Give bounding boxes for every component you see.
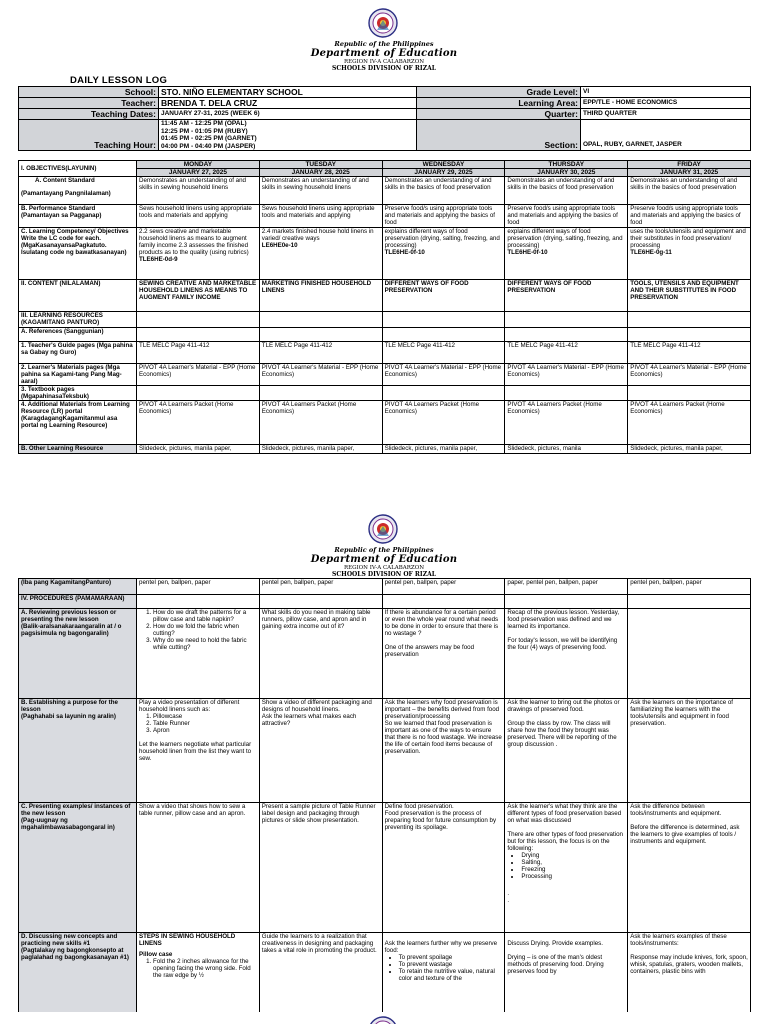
list-item: 1. Fold the 2 inches allowance for the opening facing the wrong side. Fold the raw edge by ½ xyxy=(153,958,257,979)
cell: Slidedeck, pictures, manila paper, xyxy=(382,445,505,454)
division-text: SCHOOLS DIVISION OF RIZAL xyxy=(332,571,436,578)
list-item: • To prevent wastage xyxy=(399,961,503,968)
learners-materials-label: 2. Learner's Materials pages (Mga pahina sa Kagami-tang Pang Mag-aaral) xyxy=(19,364,137,386)
cell: pentel pen, ballpen, paper xyxy=(137,579,260,595)
paragraph: Ask the learners further why we preserve food: xyxy=(384,940,498,954)
cell: Demonstrates an understanding of and skills in the basics of food preservation xyxy=(505,177,628,205)
competency-code: TLE6HE-0f-10 xyxy=(507,249,548,256)
hour-values xyxy=(159,120,417,151)
list-item: 2. Table Runner xyxy=(153,720,257,727)
quarter-value: THIRD QUARTER xyxy=(581,109,751,120)
quarter-label: Quarter: xyxy=(417,109,581,120)
additional-materials-label: 4. Additional Materials from Learning Resource (LR) portal (KaragdagangKagamitanmul asa portal ng Learning Resource) xyxy=(19,401,137,445)
grade-label: Grade Level: xyxy=(417,87,581,98)
cell: PIVOT 4A Learner's Material - EPP (Home Economics) xyxy=(137,364,260,386)
paragraph: Show a video of different packaging and designs of household linens. xyxy=(261,699,372,713)
paragraph: Ask the learners examples of these tools/instruments: xyxy=(630,933,727,947)
cell: Slidedeck, pictures, manila xyxy=(505,445,628,454)
cell: PIVOT 4A Learner's Material - EPP (Home Economics) xyxy=(505,364,628,386)
list-item: • Processing xyxy=(521,873,625,880)
row-a-subtitle: (Balik-aralsanakaraangaralin at / o pagsisimula ng bagongaralin) xyxy=(21,623,122,637)
cell: Slidedeck, pictures, manila paper, xyxy=(137,445,260,454)
row-c-label xyxy=(19,803,137,933)
competency-text: explains different ways of food preservation (drying, salting, freezing, and processing) xyxy=(507,228,623,249)
paragraph: Ask the learners why food preservation is important – the benefits derived from food preservation/processing xyxy=(384,699,500,720)
cell: Demonstrates an understanding of and skills in the basics of food preservation xyxy=(628,177,751,205)
references-label: A. References (Sanggunian) xyxy=(19,328,137,342)
steps-heading: STEPS IN SEWING HOUSEHOLD LINENS xyxy=(139,933,236,947)
competency-code: LE6HE0e-10 xyxy=(261,242,298,249)
page-title: DAILY LESSON LOG xyxy=(70,75,168,86)
steps-subheading: Pillow case xyxy=(139,951,173,958)
hour-slot: 11:45 AM - 12:25 PM (OPAL) xyxy=(161,120,247,127)
cell xyxy=(137,609,260,699)
list-item: 1. How do we draft the patterns for a pillow case and table napkin? xyxy=(153,609,257,623)
date-header: JANUARY 27, 2025 xyxy=(137,169,260,177)
cell: pentel pen, ballpen, paper xyxy=(259,579,382,595)
cell: What skills do you need in making table runners, pillow case, and apron and in gaining extra income out of it? xyxy=(259,609,382,699)
hour-label: Teaching Hour: xyxy=(19,120,159,151)
cell xyxy=(505,699,628,803)
cell: pentel pen, ballpen, paper xyxy=(628,579,751,595)
paragraph: Drying – is one of the man's oldest methods of preserving food. Drying preserves food by xyxy=(507,954,604,975)
competency-label: C. Learning Competency/ Objectives Write the LC code for each. (MgaKasanayansaPagkatuto. Isulatang code ng bawatkasanayan) xyxy=(19,228,137,280)
cell xyxy=(505,609,628,699)
cell: SEWING CREATIVE AND MARKETABLE HOUSEHOLD LINENS AS MEANS TO AUGMENT FAMILY INCOME xyxy=(137,280,260,312)
region-text: REGION IV-A CALABARZON xyxy=(343,59,425,65)
cell: Slidedeck, pictures, manila paper, xyxy=(628,445,751,454)
list-item: 1. Pillowcase xyxy=(153,713,257,720)
row-b-subtitle: (Paghahabi sa layunin ng aralin) xyxy=(21,713,116,720)
content-standard-label xyxy=(19,177,137,205)
cell: Demonstrates an understanding of and skills in the basics of food preservation xyxy=(382,177,505,205)
cell: TLE MELC Page 411-412 xyxy=(505,342,628,364)
teacher-label: Teacher: xyxy=(19,98,159,109)
cell: Ask the learners on the importance of familiarizing the learners with the tools/utensils and equipment in food preservation. xyxy=(628,699,751,803)
cell xyxy=(137,933,260,1017)
list-item: • Freezing xyxy=(521,866,625,873)
cell: Preserve food/s using appropriate tools and materials and applying the basics of food xyxy=(382,205,505,228)
list-item: • To prevent spoilage xyxy=(399,954,503,961)
day-header: FRIDAY xyxy=(628,161,751,169)
cell xyxy=(259,699,382,803)
cell xyxy=(259,228,382,280)
paragraph: There are other types of food preservation but for this lesson, the focus is on the following: xyxy=(507,831,623,852)
cell: Show a video that shows how to sew a table runner, pillow case and an apron. xyxy=(137,803,260,933)
paragraph: . xyxy=(507,890,510,897)
region-text: REGION IV-A CALABARZON xyxy=(343,565,425,571)
competency-code: TLE6HE-0f-10 xyxy=(384,249,425,256)
school-value: STO. NIÑO ELEMENTARY SCHOOL xyxy=(159,87,417,98)
day-header: MONDAY xyxy=(137,161,260,169)
letterhead xyxy=(0,40,768,72)
cell: PIVOT 4A Learners Packet (Home Economics) xyxy=(259,401,382,445)
row-d-label xyxy=(19,933,137,1017)
hour-slot: 04:00 PM - 04:40 PM (JASPER) xyxy=(161,142,256,150)
row-c-title: C. Presenting examples/ instances of the new lesson xyxy=(21,803,131,817)
paragraph: . xyxy=(507,897,510,904)
competency-text: explains different ways of food preservation (drying, salting, freezing, and processing) xyxy=(384,228,500,249)
cell: Demonstrates an understanding of and skills in sewing household linens xyxy=(259,177,382,205)
hour-slot: 01:45 PM - 02:25 PM (GARNET) xyxy=(161,135,257,142)
cell xyxy=(628,933,751,1017)
resources-label: III. LEARNING RESOURCES (KAGAMITANG PANTURO) xyxy=(19,312,137,328)
paragraph: Ask the difference between tools/instruments and equipment. xyxy=(630,803,722,817)
letterhead xyxy=(0,546,768,578)
cell xyxy=(382,933,505,1017)
procedures-label: IV. PROCEDURES (PAMAMARAAN) xyxy=(19,595,137,609)
dates-label: Teaching Dates: xyxy=(19,109,159,120)
paragraph: Ask the learner to bring out the photos or drawings of preserved food. xyxy=(507,699,620,713)
lesson-grid-page-2 xyxy=(18,578,751,1017)
document-page-1 xyxy=(0,0,768,472)
performance-standard-label: B. Performance Standard (Pamantayan sa Pagganap) xyxy=(19,205,137,228)
document-page-3 xyxy=(0,1012,768,1024)
date-header: JANUARY 31, 2025 xyxy=(628,169,751,177)
cell xyxy=(382,803,505,933)
cell: Slidedeck, pictures, manila paper, xyxy=(259,445,382,454)
paragraph: For today's lesson, we will be identifying the four (4) ways of preserving food. xyxy=(507,637,618,651)
row-b-label xyxy=(19,699,137,803)
cell xyxy=(628,228,751,280)
school-label: School: xyxy=(19,87,159,98)
paragraph: Define food preservation. xyxy=(384,803,454,810)
day-header: WEDNESDAY xyxy=(382,161,505,169)
cell: TOOLS, UTENSILS AND EQUIPMENT AND THEIR SUBSTITUTES IN FOOD PRESERVATION xyxy=(628,280,751,312)
cell: TLE MELC Page 411-412 xyxy=(628,342,751,364)
department-text: Department of Education xyxy=(310,48,458,59)
republic-text: Republic of the Philippines xyxy=(334,546,434,554)
paragraph: Let the learners negotiate what particular household linen from the list they want to sew. xyxy=(139,741,252,762)
row-a-title: A. Reviewing previous lesson or presenting the new lesson xyxy=(21,609,117,623)
competency-text: 2.4 markets finished house hold linens in varied/ creative ways xyxy=(261,228,374,242)
grade-value: VI xyxy=(581,87,751,98)
row-d-title: D. Discussing new concepts and practicing new skills #1 xyxy=(21,933,118,947)
hour-slot: 12:25 PM - 01:05 PM (RUBY) xyxy=(161,127,248,135)
row-d-subtitle: (Pagtalakay ng bagongkonsepto at paglalahad ng bagongkasanayan #1) xyxy=(21,947,129,961)
cell xyxy=(382,609,505,699)
teachers-guide-label: 1. Teacher's Guide pages (Mga pahina sa Gabay ng Guro) xyxy=(19,342,137,364)
content-standard-title: A. Content Standard xyxy=(35,177,95,184)
cell: PIVOT 4A Learner's Material - EPP (Home Economics) xyxy=(259,364,382,386)
paragraph: Discuss Drying. Provide examples. xyxy=(507,940,603,947)
cell: PIVOT 4A Learners Packet (Home Economics) xyxy=(137,401,260,445)
cell xyxy=(382,699,505,803)
paragraph: If there is abundance for a certain period or even the whole year round what needs to be done in order to ensure that there is no wastage ? xyxy=(384,609,499,637)
cell: DIFFERENT WAYS OF FOOD PRESERVATION xyxy=(505,280,628,312)
cell: Present a sample picture of Table Runner label design and packaging through pictures or slide show presentation. xyxy=(259,803,382,933)
area-value: EPP/TLE - HOME ECONOMICS xyxy=(581,98,751,109)
document-page-2 xyxy=(0,510,768,1024)
cell xyxy=(628,609,751,699)
teacher-value: BRENDA T. DELA CRUZ xyxy=(159,98,417,109)
list-item: 2. How do we fold the fabric when cutting? xyxy=(153,623,257,637)
paragraph: Response may include knives, fork, spoon, whisk, spatulas, graters, wooden mallets, containers, plastic bins with xyxy=(630,954,748,975)
competency-text: 2.2 sews creative and marketable household linens as means to augment family income 2.3 assesses the finished products as to the quality (using rubrics) xyxy=(139,228,249,256)
cell xyxy=(505,228,628,280)
list-item: 3. Apron xyxy=(153,727,257,734)
paragraph: Ask the learners what makes each attractive? xyxy=(261,713,357,727)
row-b-title: B. Establishing a purpose for the lesson xyxy=(21,699,118,713)
cell: Guide the learners to a realization that creativeness in designing and packaging takes a vital role in promoting the product. xyxy=(259,933,382,1017)
republic-text: Republic of the Philippines xyxy=(334,40,434,48)
paragraph: So we learned that food preservation is important as one of the ways to ensure that there is no food wastage. We increase the life of certain food items because of preservation. xyxy=(384,720,502,755)
cell: Sews household linens using appropriate tools and materials and applying xyxy=(137,205,260,228)
department-text: Department of Education xyxy=(310,554,458,565)
header-table xyxy=(18,86,751,151)
content-label: II. CONTENT (NILALAMAN) xyxy=(19,280,137,312)
paragraph: Recap of the previous lesson. Yesterday, food preservation was defined and we learned its importance. xyxy=(507,609,620,630)
section-label: Section: xyxy=(417,120,581,151)
cell xyxy=(628,803,751,933)
cell: DIFFERENT WAYS OF FOOD PRESERVATION xyxy=(382,280,505,312)
cell: TLE MELC Page 411-412 xyxy=(137,342,260,364)
cell xyxy=(382,228,505,280)
cell: TLE MELC Page 411-412 xyxy=(259,342,382,364)
cell: MARKETING FINISHED HOUSEHOLD LINENS xyxy=(259,280,382,312)
lesson-grid-page-1 xyxy=(18,160,751,454)
day-header: THURSDAY xyxy=(505,161,628,169)
cell: paper, pentel pen, ballpen, paper xyxy=(505,579,628,595)
row-a-label xyxy=(19,609,137,699)
competency-code: TLE6HE-0g-11 xyxy=(630,249,672,256)
section-value: OPAL, RUBY, GARNET, JASPER xyxy=(581,120,751,151)
other-resource-label: B. Other Learning Resource xyxy=(19,445,137,454)
paragraph: Play a video presentation of different household linens such as: xyxy=(139,699,240,713)
area-label: Learning Area: xyxy=(417,98,581,109)
paragraph: Before the difference is determined, ask the learners to give examples of tools / instruments and equipment. xyxy=(630,824,740,845)
cell: PIVOT 4A Learners Packet (Home Economics) xyxy=(505,401,628,445)
deped-seal-icon xyxy=(368,8,398,38)
list-item: • Drying xyxy=(521,852,625,859)
cell: PIVOT 4A Learner's Material - EPP (Home Economics) xyxy=(382,364,505,386)
row-c-subtitle: (Pag-uugnay ng mgahalimbawasabagongaral in) xyxy=(21,817,115,831)
deped-seal-icon xyxy=(368,1016,398,1024)
competency-code: TLE6HE-0d-9 xyxy=(139,256,178,263)
cell: PIVOT 4A Learner's Material - EPP (Home Economics) xyxy=(628,364,751,386)
paragraph: Ask the learner's what they think are the different types of food preservation based on what was discussed xyxy=(507,803,622,824)
paragraph: Group the class by row. The class will share how the food they brought was preserved. There will be reporting of the group discussion . xyxy=(507,720,617,748)
other-resource-label: (Iba pang KagamitangPanturo) xyxy=(19,579,137,595)
paragraph: Food preservation is the process of preparing food for future consumption by preventing its spoilage. xyxy=(384,810,497,831)
cell: TLE MELC Page 411-412 xyxy=(382,342,505,364)
date-header: JANUARY 29, 2025 xyxy=(382,169,505,177)
cell xyxy=(137,228,260,280)
cell: Preserve food/s using appropriate tools and materials and applying the basics of food xyxy=(505,205,628,228)
list-item: • To retain the nutritive value, natural color and texture of the xyxy=(399,968,503,982)
division-text: SCHOOLS DIVISION OF RIZAL xyxy=(332,65,436,72)
date-header: JANUARY 28, 2025 xyxy=(259,169,382,177)
cell: PIVOT 4A Learners Packet (Home Economics) xyxy=(628,401,751,445)
content-standard-subtitle: (Pamantayang Pangnilalaman) xyxy=(21,190,111,197)
list-item: 3. Why do we need to hold the fabric while cutting? xyxy=(153,637,257,651)
dates-value: JANUARY 27-31, 2025 (WEEK 6) xyxy=(159,109,417,120)
deped-seal-icon xyxy=(368,514,398,544)
cell: PIVOT 4A Learners Packet (Home Economics) xyxy=(382,401,505,445)
list-item: • Salting, xyxy=(521,859,625,866)
cell: Preserve food/s using appropriate tools and materials and applying the basics of food xyxy=(628,205,751,228)
objectives-heading: I. OBJECTIVES(LAYUNIN) xyxy=(19,161,137,177)
textbook-label: 3. Textbook pages (MgapahinasaTeksbuk) xyxy=(19,386,137,401)
competency-text: uses the tools/utensils and equipment and their substitutes in food preservation/ processing xyxy=(630,228,746,249)
cell xyxy=(505,803,628,933)
cell: Sews household linens using appropriate tools and materials and applying xyxy=(259,205,382,228)
date-header: JANUARY 30, 2025 xyxy=(505,169,628,177)
cell xyxy=(505,933,628,1017)
paragraph: One of the answers may be food preservation xyxy=(384,644,475,658)
cell xyxy=(137,699,260,803)
day-header: TUESDAY xyxy=(259,161,382,169)
cell: pentel pen, ballpen, paper xyxy=(382,579,505,595)
cell: Demonstrates an understanding of and skills in sewing household linens xyxy=(137,177,260,205)
